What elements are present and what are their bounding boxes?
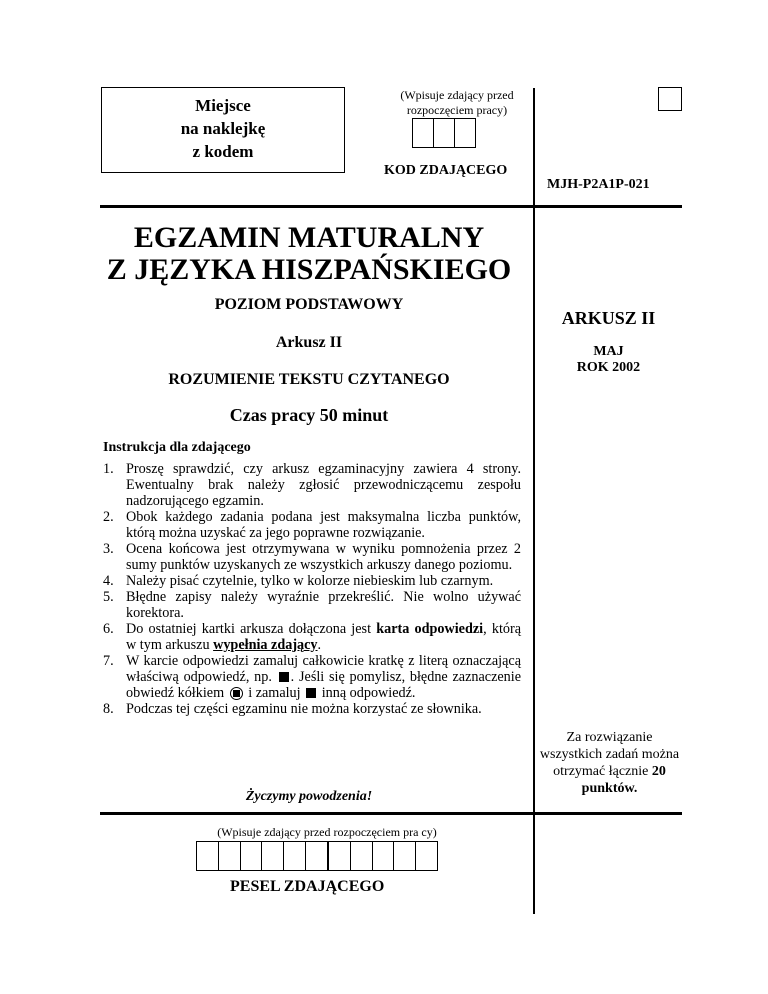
instructions-list xyxy=(103,461,521,717)
side-sheet: ARKUSZ II xyxy=(561,308,656,328)
level: POZIOM PODSTAWOWY xyxy=(214,296,404,313)
item-text: . Jeśli się pomylisz, błędne zaznaczenie obwiedź kółkiem xyxy=(126,669,521,701)
item-text: Należy pisać czytelnie, tylko w kolorze niebieskim lub czarnym. xyxy=(126,573,494,589)
time-limit: Czas pracy 50 minut xyxy=(229,405,389,425)
item-text: Ocena końcowa jest otrzymywana w wyniku pomnożenia przez 2 sumy punktów uzyskanych ze wszystkich arkuszy danego poziomu. xyxy=(126,541,521,573)
item-text: Do ostatniej kartki arkusza dołączona jest xyxy=(126,621,377,637)
instruction-item xyxy=(103,621,521,653)
item-number: 7. xyxy=(103,653,114,669)
circled-square-icon xyxy=(230,687,243,700)
page-title xyxy=(100,222,518,286)
pesel-note: (Wpisuje zdający przed rozpoczęciem pra cy) xyxy=(217,825,437,839)
instruction-item xyxy=(103,701,521,717)
pesel-input-boxes[interactable] xyxy=(196,841,438,871)
item-text: Błędne zapisy należy wyraźnie przekreślić. Nie wolno używać korektora. xyxy=(126,589,521,621)
points-value: 20 punktów. xyxy=(581,764,666,796)
corner-checkbox[interactable] xyxy=(658,87,682,111)
item-text: W karcie odpowiedzi zamaluj całkowicie kratkę z literą oznaczającą właściwą odpowiedź, np. xyxy=(126,653,521,685)
filled-square-icon xyxy=(279,672,289,682)
pesel-label: PESEL ZDAJĄCEGO xyxy=(230,878,385,895)
item-text: i zamaluj xyxy=(244,685,305,701)
instructions-heading: Instrukcja dla zdającego xyxy=(103,440,251,455)
instruction-item xyxy=(103,509,521,541)
title-line-1: EGZAMIN MATURALNY xyxy=(133,221,485,254)
top-divider xyxy=(100,205,682,208)
good-luck: Życzymy powodzenia! xyxy=(245,789,373,804)
filled-square-icon xyxy=(306,688,316,698)
item-number: 5. xyxy=(103,589,114,605)
points-text: Za rozwiązanie wszystkich zadań można otrzymać łącznie xyxy=(539,730,680,779)
item-text: , którą w tym arkuszu xyxy=(126,621,522,653)
instruction-item xyxy=(103,541,521,573)
item-text: Proszę sprawdzić, czy arkusz egzaminacyjny zawiera 4 strony. Ewentualny brak należy zgłosić przewodniczącemu zespołu nadzorującego egzamin. xyxy=(126,461,521,509)
item-text: Podczas tej części egzaminu nie można korzystać ze słownika. xyxy=(126,701,482,717)
exam-code: MJH-P2A1P-021 xyxy=(547,177,650,192)
topic: ROZUMIENIE TEKSTU CZYTANEGO xyxy=(168,371,450,388)
title-line-2: Z JĘZYKA HISZPAŃSKIEGO xyxy=(106,253,512,286)
item-number: 2. xyxy=(103,509,114,525)
item-number: 1. xyxy=(103,461,114,477)
kod-note: (Wpisuje zdający przed rozpoczęciem pracy) xyxy=(400,88,514,117)
instruction-item xyxy=(103,589,521,621)
fills-examinee-text: wypełnia zdający xyxy=(213,637,318,653)
points-info xyxy=(537,729,682,797)
sticker-label: Miejsce na naklejkę z kodem xyxy=(180,96,266,161)
item-number: 6. xyxy=(103,621,114,637)
item-number: 3. xyxy=(103,541,114,557)
bottom-divider xyxy=(100,812,682,815)
kod-label: KOD ZDAJĄCEGO xyxy=(384,163,508,178)
item-text: inną odpowiedź. xyxy=(318,685,416,701)
item-text: . xyxy=(317,637,322,653)
vertical-divider xyxy=(533,88,535,914)
instruction-item xyxy=(103,461,521,509)
sheet-name: Arkusz II xyxy=(275,334,343,351)
instruction-item xyxy=(103,653,521,701)
answer-card-text: karta odpowiedzi xyxy=(376,621,484,637)
side-date: MAJ ROK 2002 xyxy=(576,344,641,375)
item-text: Obok każdego zadania podana jest maksymalna liczba punktów, którą można uzyskać za jego poprawne rozwiązanie. xyxy=(126,509,521,541)
item-number: 8. xyxy=(103,701,114,717)
instruction-item xyxy=(103,573,521,589)
kod-input-boxes[interactable] xyxy=(412,118,476,148)
item-number: 4. xyxy=(103,573,114,589)
